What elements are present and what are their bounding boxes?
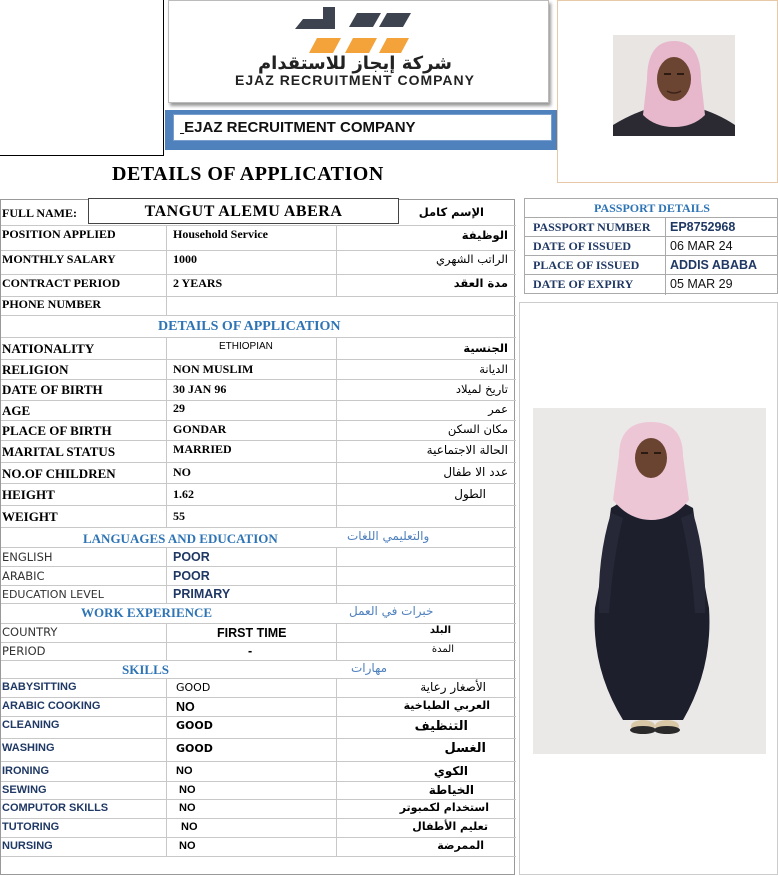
passport-label: DATE OF ISSUED bbox=[533, 239, 632, 253]
passport-label: PLACE OF ISSUED bbox=[533, 258, 640, 272]
row-arabic-label: الممرضة bbox=[437, 839, 484, 852]
table-row bbox=[1, 251, 516, 275]
row-arabic-label: المدة bbox=[431, 644, 454, 655]
row-label: NO.OF CHILDREN bbox=[2, 466, 116, 481]
row-label: IRONING bbox=[2, 765, 50, 777]
table-row bbox=[1, 463, 516, 484]
passport-value: 06 MAR 24 bbox=[670, 239, 733, 253]
row-arabic-label: عمر bbox=[488, 402, 508, 416]
logo-english-text: EJAZ RECRUITMENT COMPANY bbox=[235, 72, 475, 88]
row-label: COUNTRY bbox=[2, 625, 58, 639]
row-label: MONTHLY SALARY bbox=[2, 252, 116, 266]
row-label: AGE bbox=[2, 403, 31, 418]
row-value: NO bbox=[181, 821, 198, 833]
passport-row bbox=[525, 275, 778, 294]
passport-label: PASSPORT NUMBER bbox=[533, 220, 651, 234]
row-label: ENGLISH bbox=[2, 550, 53, 564]
row-arabic-label: الأصغار رعاية bbox=[420, 680, 486, 694]
row-arabic-label: العربي الطباخية bbox=[403, 699, 490, 712]
full-name-arabic-label: الإسم كامل bbox=[418, 205, 484, 219]
company-name-text: EJAZ RECRUITMENT COMPANY bbox=[184, 119, 416, 136]
row-value: PRIMARY bbox=[173, 587, 231, 601]
details-heading-text: DETAILS OF APPLICATION bbox=[158, 319, 341, 334]
document-title: DETAILS OF APPLICATION bbox=[112, 163, 384, 185]
table-row bbox=[1, 338, 516, 360]
row-label: MARITAL STATUS bbox=[2, 444, 116, 459]
row-arabic-label: مكان السكن bbox=[447, 422, 508, 436]
application-table bbox=[0, 199, 515, 875]
table-row bbox=[1, 717, 516, 739]
row-label: HEIGHT bbox=[2, 487, 55, 502]
full-body-photo bbox=[533, 408, 766, 754]
row-value: POOR bbox=[173, 569, 210, 583]
row-arabic-label: البلد bbox=[429, 625, 451, 636]
row-value: 55 bbox=[173, 509, 185, 523]
languages-heading-arabic: والتعليمي اللغات bbox=[347, 529, 430, 543]
row-arabic-label: عدد الا طفال bbox=[443, 465, 508, 479]
table-row bbox=[1, 838, 516, 857]
row-label: COMPUTOR SKILLS bbox=[2, 802, 109, 814]
row-label: NATIONALITY bbox=[2, 341, 95, 356]
passport-details-table bbox=[524, 198, 778, 294]
row-arabic-label: تعليم الأطفال bbox=[412, 820, 488, 833]
row-value: GOOD bbox=[176, 681, 211, 694]
work-heading-text: WORK EXPERIENCE bbox=[81, 605, 213, 620]
table-row bbox=[1, 782, 516, 800]
row-value: POOR bbox=[173, 550, 210, 564]
table-row bbox=[1, 643, 516, 661]
table-row bbox=[1, 800, 516, 819]
row-label: POSITION APPLIED bbox=[2, 227, 116, 241]
row-label: PLACE OF BIRTH bbox=[2, 423, 112, 438]
work-heading-arabic: خبرات في العمل bbox=[349, 604, 434, 618]
row-label: EDUCATION LEVEL bbox=[2, 588, 104, 601]
row-label: WASHING bbox=[2, 742, 55, 754]
row-value: NO bbox=[179, 840, 196, 852]
table-row bbox=[1, 567, 516, 586]
row-arabic-label: تاريخ لميلاد bbox=[455, 382, 508, 396]
row-value: GOOD bbox=[176, 719, 213, 732]
row-arabic-label: الغسل bbox=[444, 741, 486, 756]
row-arabic-label: الديانة bbox=[479, 362, 508, 376]
row-value: 29 bbox=[173, 401, 185, 415]
skills-heading-text: SKILLS bbox=[122, 662, 169, 677]
blank-header-box bbox=[0, 0, 164, 156]
row-value: NO bbox=[179, 784, 196, 796]
row-value: NO bbox=[179, 802, 196, 814]
row-label: ARABIC COOKING bbox=[2, 700, 101, 712]
table-row bbox=[1, 819, 516, 838]
table-row bbox=[1, 624, 516, 643]
table-row bbox=[1, 441, 516, 463]
details-section-heading bbox=[1, 316, 516, 338]
passport-value: 05 MAR 29 bbox=[670, 277, 733, 291]
row-label: PHONE NUMBER bbox=[2, 297, 101, 311]
work-section-heading bbox=[1, 604, 516, 624]
row-value: NO bbox=[173, 465, 191, 479]
table-row bbox=[1, 484, 516, 506]
languages-section-heading bbox=[1, 528, 516, 548]
table-row bbox=[1, 739, 516, 762]
row-value: GOOD bbox=[176, 742, 213, 755]
row-label: NURSING bbox=[2, 840, 53, 852]
row-label: WEIGHT bbox=[2, 509, 58, 524]
row-arabic-label: الجنسية bbox=[463, 341, 508, 355]
row-label: SEWING bbox=[2, 784, 47, 796]
passport-row bbox=[525, 256, 778, 275]
table-row bbox=[1, 421, 516, 441]
company-name-field bbox=[173, 114, 552, 141]
table-row bbox=[1, 698, 516, 717]
table-row bbox=[1, 226, 516, 251]
table-row bbox=[1, 506, 516, 528]
row-value: 1.62 bbox=[173, 487, 194, 501]
row-value: 30 JAN 96 bbox=[173, 382, 227, 396]
row-label: PERIOD bbox=[2, 644, 46, 658]
skills-section-heading bbox=[1, 661, 516, 679]
row-value: MARRIED bbox=[173, 442, 232, 456]
company-logo-icon bbox=[295, 5, 417, 55]
row-label: CONTRACT PERIOD bbox=[2, 276, 121, 290]
passport-value: ADDIS ABABA bbox=[670, 258, 758, 272]
row-label: CLEANING bbox=[2, 719, 60, 731]
row-value: GONDAR bbox=[173, 422, 227, 436]
passport-row bbox=[525, 218, 778, 237]
row-value: NO bbox=[176, 765, 193, 777]
passport-label: DATE OF EXPIRY bbox=[533, 277, 634, 291]
passport-row bbox=[525, 237, 778, 256]
table-row bbox=[1, 401, 516, 421]
full-name-value: TANGUT ALEMU ABERA bbox=[88, 198, 399, 224]
portrait-photo bbox=[613, 35, 735, 136]
row-value: 1000 bbox=[173, 252, 197, 266]
row-label: TUTORING bbox=[2, 821, 60, 833]
table-row bbox=[1, 297, 516, 316]
table-row bbox=[1, 360, 516, 380]
table-row bbox=[1, 548, 516, 567]
row-value: Household Service bbox=[173, 227, 268, 241]
row-arabic-label: مدة العقد bbox=[453, 276, 508, 290]
row-arabic-label: استخدام لكمبوتر bbox=[399, 801, 489, 814]
full-name-label: FULL NAME: bbox=[2, 206, 77, 220]
row-label: ARABIC bbox=[2, 569, 45, 583]
row-arabic-label: التنظيف bbox=[414, 719, 468, 734]
row-label: RELIGION bbox=[2, 362, 69, 377]
row-arabic-label: الطول bbox=[454, 487, 486, 501]
row-value: NON MUSLIM bbox=[173, 362, 254, 376]
row-value: NO bbox=[176, 700, 195, 714]
row-value: 2 YEARS bbox=[173, 276, 223, 290]
row-arabic-label: الكوي bbox=[433, 764, 468, 778]
row-arabic-label: الراتب الشهري bbox=[436, 252, 508, 266]
languages-heading-text: LANGUAGES AND EDUCATION bbox=[83, 531, 278, 546]
row-arabic-label: الخياطة bbox=[428, 783, 474, 797]
skills-heading-arabic: مهارات bbox=[351, 661, 388, 675]
logo-arabic-text: شركة إيجاز للاستقدام bbox=[257, 53, 453, 74]
row-value: ETHIOPIAN bbox=[219, 341, 273, 352]
table-row bbox=[1, 380, 516, 401]
table-row bbox=[1, 679, 516, 698]
table-row bbox=[1, 762, 516, 782]
table-row bbox=[1, 586, 516, 604]
row-label: BABYSITTING bbox=[2, 681, 77, 693]
row-arabic-label: الوظيفة bbox=[461, 228, 508, 242]
row-arabic-label: الحالة الاجتماعية bbox=[426, 443, 508, 457]
table-row bbox=[1, 275, 516, 297]
passport-heading: PASSPORT DETAILS bbox=[525, 199, 778, 218]
row-value: FIRST TIME bbox=[217, 626, 287, 640]
passport-value: EP8752968 bbox=[670, 220, 736, 234]
row-value: - bbox=[248, 644, 253, 658]
row-label: DATE OF BIRTH bbox=[2, 382, 103, 397]
